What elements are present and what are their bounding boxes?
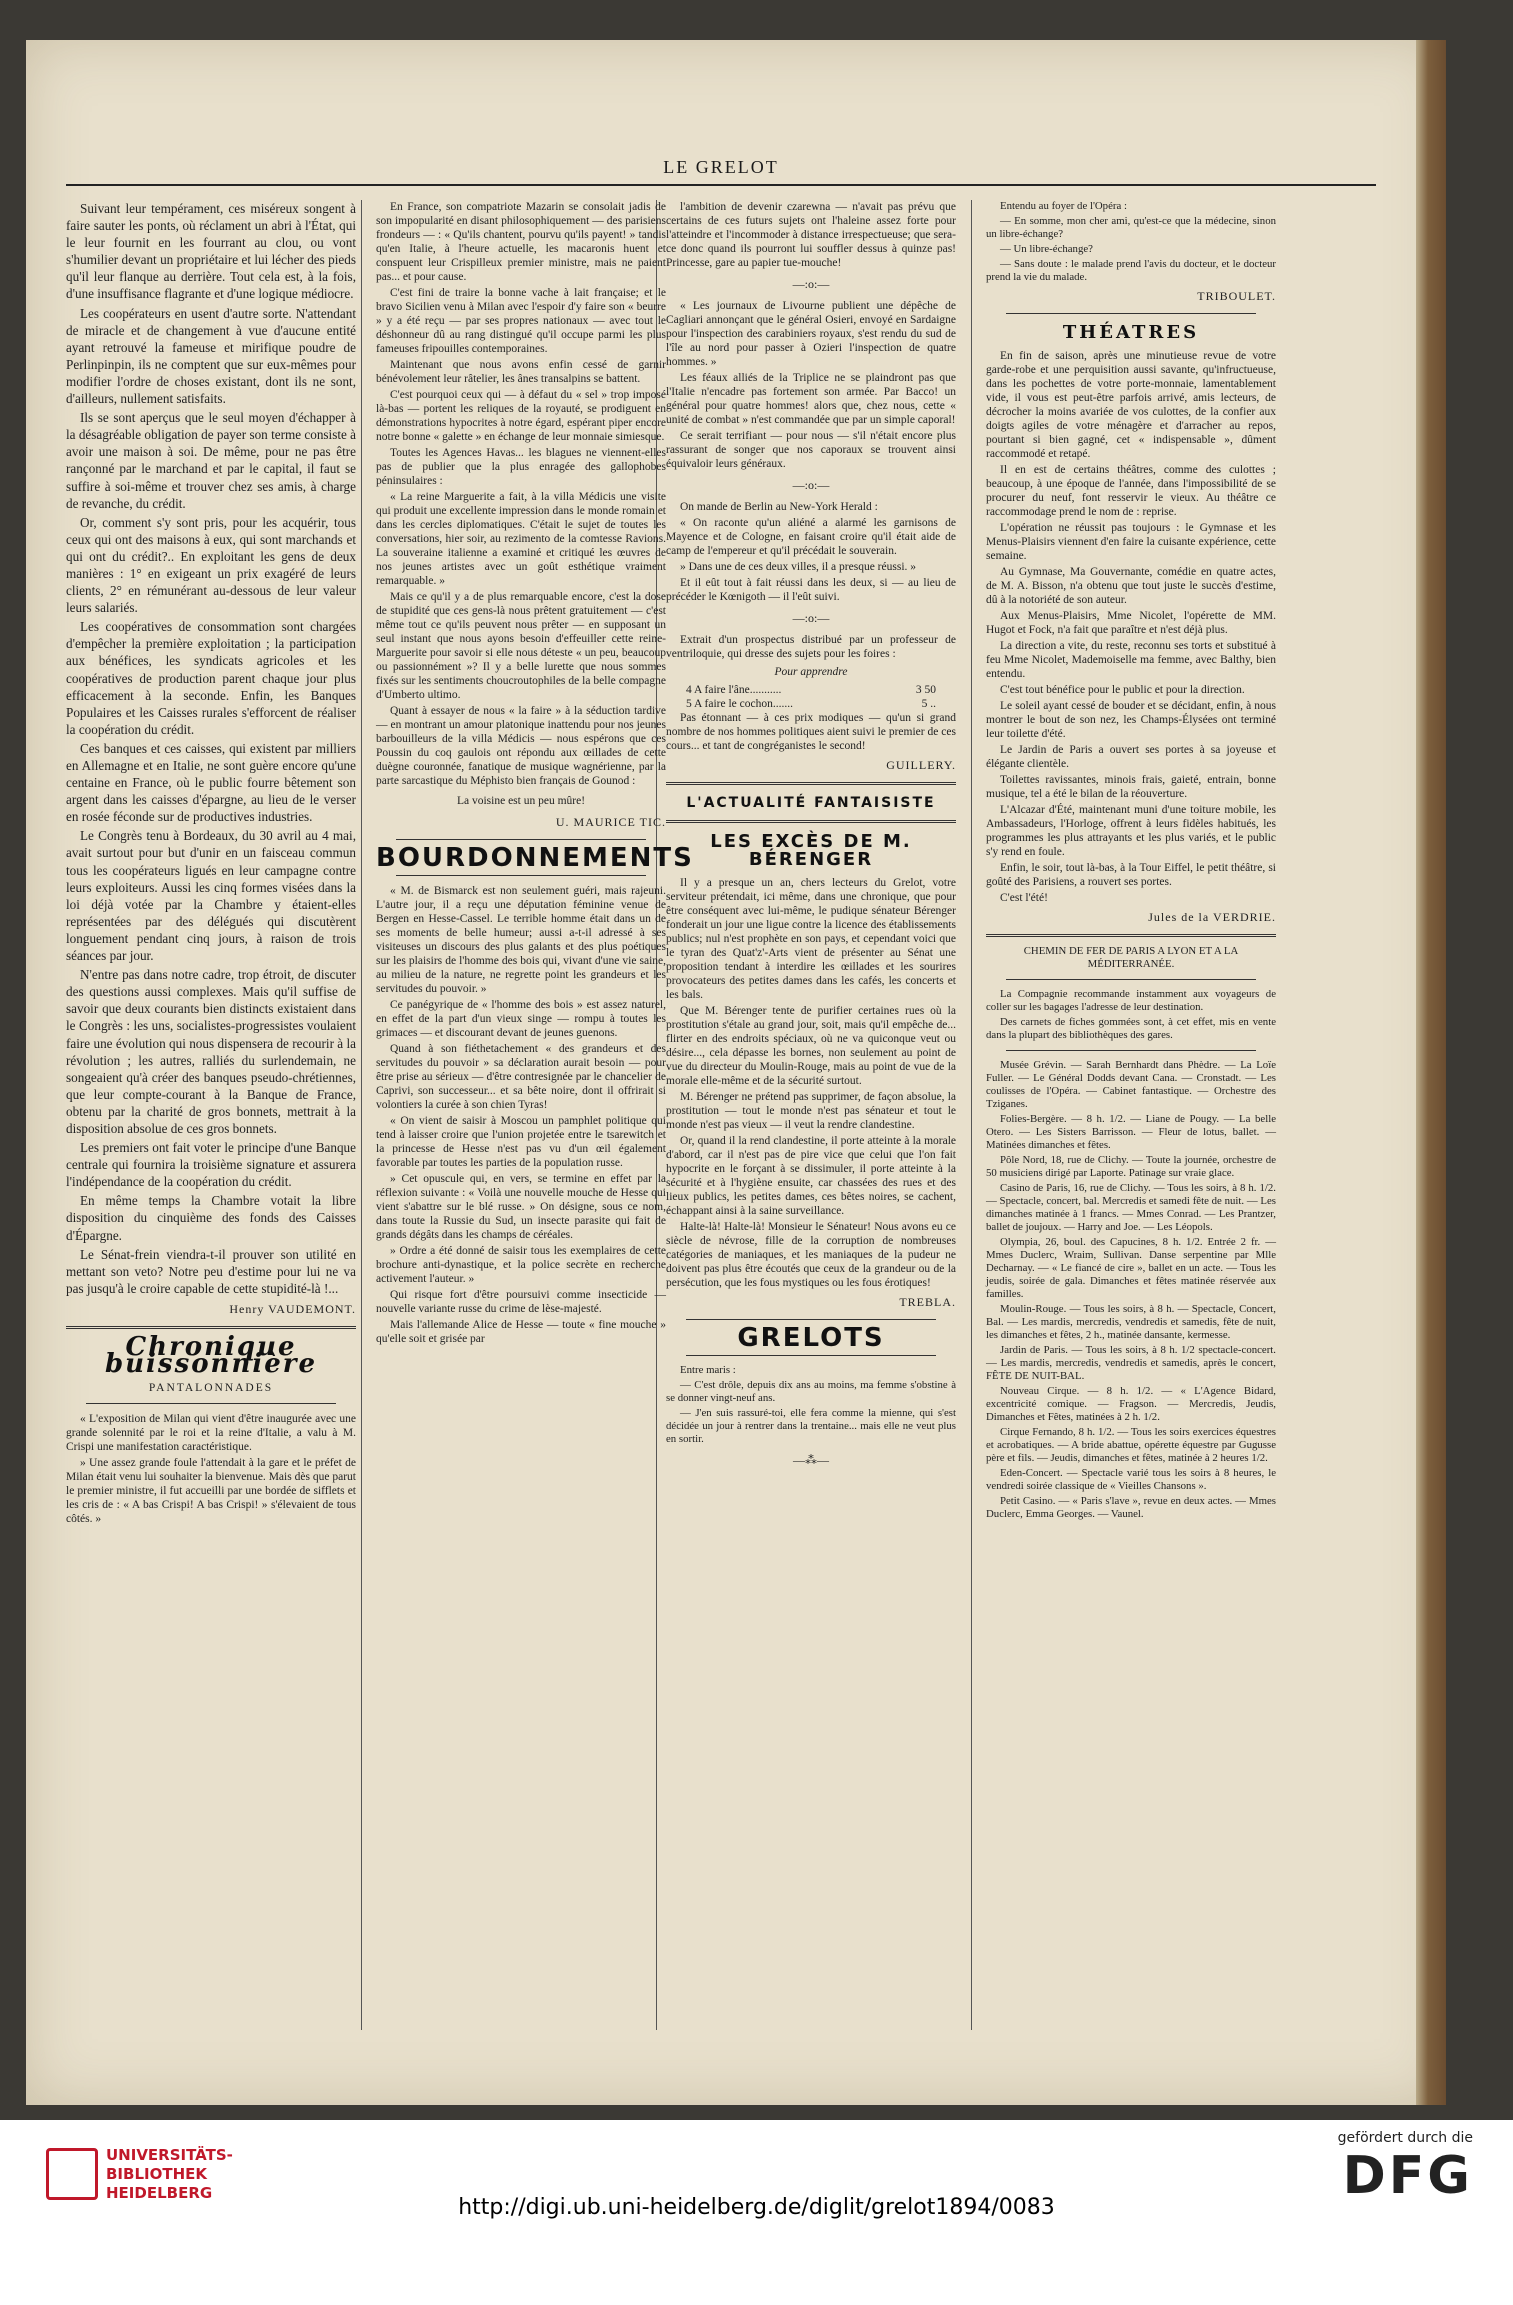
paragraph: Extrait d'un prospectus distribué par un professeur de ventriloquie, qui dresse des sujets pour les foires :: [666, 634, 956, 661]
permalink[interactable]: http://digi.ub.uni-heidelberg.de/diglit/grelot1894/0083: [458, 2195, 1055, 2220]
paragraph: Aux Menus-Plaisirs, Mme Nicolet, l'opérette de MM. Hugot et Fock, n'a fait que paraître et n'est déjà plus.: [986, 610, 1276, 637]
pour-apprendre: Pour apprendre: [774, 666, 848, 679]
article-ventriloque: [666, 633, 956, 661]
spectacle-entry: Folies-Bergère. — 8 h. 1/2. — Liane de Pougy. — La belle Otero. — Les Sisters Barrisson. — Fleur de lotus, ballet. — Matinées dimanches et fêtes.: [986, 1113, 1276, 1152]
paragraph: Ces banques et ces caisses, qui existent par milliers en Allemagne et en Italie, ne sont guère encore qu'une centaine en France, où le public fourre bêtement son argent dans les caisses d'épargne, au lieu de le verser en rosée féconde sur de productives industries.: [66, 740, 356, 825]
column-1: [66, 200, 356, 1528]
bourdonnements-body: [376, 884, 666, 1346]
spectacle-entry: Petit Casino. — « Paris s'lave », revue en deux actes. — Mmes Duclerc, Emma Georges. — Vaunel.: [986, 1495, 1276, 1521]
column-4: [986, 200, 1276, 1523]
divider: [1006, 979, 1256, 980]
spectacle-entry: Musée Grévin. — Sarah Bernhardt dans Phèdre. — La Loïe Fuller. — Le Général Dodds devant Cana. — Cronstadt. — Les coulisses de l'Opéra. — Cabinet fantastique. — Orchestre des Tziganes.: [986, 1059, 1276, 1111]
paragraph: « Les journaux de Livourne publient une dépêche de Cagliari annonçant que le général Osieri, envoyé en Sardaigne pour l'inspection des carabiniers royaux, s'est rendu du sud de l'île au nord pour passer à Ozieri l'inspection de quatre hommes. »: [666, 300, 956, 369]
signature: Jules de la VERDRIE.: [1148, 910, 1276, 925]
bourdonnements-title: BOURDONNEMENTS: [376, 843, 694, 874]
theatres-body: [986, 349, 1276, 905]
paragraph: Les féaux alliés de la Triplice ne se plaindront pas que l'Italie n'encadre pas fortement son armée. Par Bacco! un général pour quatre hommes! alors que, chez nous, cette « unité de combat » n'est commandée que par un simple caporal!: [666, 372, 956, 427]
paragraph: Ils se sont aperçus que le seul moyen d'échapper à la désagréable obligation de payer son terme consiste à avoir une maison à soi. De même, pour ne pas être rançonné par le marchand et par le capital, il faut se suffire à soi-même et trouver chez ses amis, à charge de revanche, du crédit.: [66, 410, 357, 511]
article-italy: [376, 200, 666, 788]
divider: [986, 934, 1276, 937]
chemin-body: [986, 988, 1276, 1042]
paragraph: Il en est de certains théâtres, comme des culottes ; beaucoup, à une époque de l'année, dans l'impossibilité de se procurer du neuf, font resservir le vieux. Au théâtre ce raccommodage prend le nom de : reprise.: [986, 464, 1276, 519]
paragraph: Et il eût tout à fait réussi dans les deux, si — au lieu de précéder le Kœnigoth — il l'eût suivi.: [666, 577, 956, 604]
article-berlin: [666, 500, 956, 604]
paragraph: On mande de Berlin au New-York Herald :: [680, 501, 878, 514]
paragraph: En même temps la Chambre votait la libre disposition du cinquième des fonds des Caisses d'Épargne.: [66, 1193, 356, 1243]
spectacle-entry: Pôle Nord, 18, rue de Clichy. — Toute la journée, orchestre de 50 musiciens dirigé par Laporte. Patinage sur vraie glace.: [986, 1154, 1276, 1180]
library-line-2: BIBLIOTHEK: [106, 2165, 207, 2183]
price-row: [666, 683, 956, 697]
paragraph: Toutes les Agences Havas... les blagues ne viennent-elles pas de publier que la plus enragée des gallophobes péninsulaires :: [376, 447, 666, 487]
paragraph: L'Alcazar d'Été, maintenant muni d'une toiture mobile, les Ambassadeurs, l'Horloge, offrent à leurs fidèles habitués, les programmes les plus attrayants et les plus variés, et le public s'y rend en foule.: [986, 804, 1276, 859]
price-list: [666, 683, 956, 711]
paragraph: « M. de Bismarck est non seulement guéri, mais rajeuni. L'autre jour, il a reçu une députation féminine venue de Bergen en Hesse-Cassel. Le terrible homme était dans un de ses moments de belle humeur; aussi a-t-il adressé à ses visiteuses un discours des plus galants et des plus poétiques sur les plaisirs de l'homme des bois qui, vivant d'une vie saine, au milieu de la nature, ne regrette point les grandeurs et les servitudes du pouvoir. »: [376, 885, 666, 996]
divider: [396, 839, 646, 840]
paragraph: Enfin, le soir, tout là-bas, à la Tour Eiffel, le petit théâtre, si goûté des Parisiens, a rouvert ses portes.: [986, 862, 1276, 889]
paragraph: Suivant leur tempérament, ces miséreux songent à faire sauter les ponts, où réclament un abri à l'État, qui le leur fournit en les fourrant au clou, ou vont s'humilier devant un propriétaire et lui lécher des pieds qu'il leur flanque au derrière. Tout cela est, à la fois, d'une insuffisance flagrante et d'une logique médiocre.: [66, 201, 356, 302]
article-cooperation: [66, 200, 356, 1297]
book-binding: [1416, 40, 1446, 2105]
paragraph: Mais l'allemande Alice de Hesse — toute « fine mouche » qu'elle soit et grisée par: [376, 1319, 666, 1346]
paragraph: L'opération ne réussit pas toujours : le Gymnase et les Menus-Plaisirs viennent d'en faire la cuisante expérience, cette semaine.: [986, 522, 1276, 563]
article-general: [666, 299, 956, 471]
grelots-title: GRELOTS: [737, 1322, 885, 1353]
newspaper-title: LE GRELOT: [663, 157, 779, 177]
funded-by: gefördert durch die: [1337, 2130, 1473, 2146]
separator: —⁂—: [793, 1452, 829, 1467]
theatres-title: THÉATRES: [1062, 322, 1200, 344]
divider: [396, 875, 646, 876]
signature: TREBLA.: [899, 1294, 956, 1309]
actualite-title: L'ACTUALITÉ FANTAISISTE: [686, 795, 936, 812]
paragraph: » Ordre a été donné de saisir tous les exemplaires de cette brochure anti-dynastique, et la police secrète en recherche activement l'auteur. »: [376, 1245, 666, 1286]
paragraph: Au Gymnase, Ma Gouvernante, comédie en quatre actes, de M. A. Bisson, n'a obtenu que tout juste le succès d'estime, dû à la notoriété de son auteur.: [986, 566, 1276, 607]
spectacle-entry: Olympia, 26, boul. des Capucines, 8 h. 1/2. Entrée 2 fr. — Mmes Duclerc, Wraim, Sullivan. Danse serpentine par Mlle Decharnay. — « Le fiancé de cire », ballet en un acte. — Tous les jeudis, soirée de gala. Dimanches et fêtes matinée réservée aux familles.: [986, 1236, 1276, 1301]
separator: —:o:—: [792, 478, 830, 493]
paragraph: Entendu au foyer de l'Opéra :: [1000, 200, 1127, 212]
spectacle-entry: Eden-Concert. — Spectacle varié tous les soirs à 8 heures, le vendredi soirée classique de « Vieilles Chansons ».: [986, 1467, 1276, 1493]
divider: [686, 1355, 936, 1356]
paragraph: Que M. Bérenger tente de purifier certaines rues où la prostitution s'étale au grand jour, soit, mais qu'il empêche de... flirter en des endroits spéciaux, où ne va quiconque veut ou désire..., cela dépasse les bornes, non seulement au point de vue du directeur du Moulin-Rouge, mais au point de vue de la morale elle-même et de la sécurité surtout.: [666, 1004, 956, 1087]
paragraph: Les coopératives de consommation sont chargées d'empêcher la première exploitation ; la participation aux bénéfices, les syndicats agricoles et les coopératives de production parent chaque jour plus efficacement à la seconde. Enfin, les Banques Populaires et les Caisses rurales s'efforcent de réaliser la coopération du crédit.: [66, 619, 356, 737]
paragraph: Pas étonnant — à ces prix modiques — qu'un si grand nombre de nos hommes politiques aient suivi le premier de ces cours... et tant de congréganistes le second!: [666, 712, 956, 753]
chemin-title: CHEMIN DE FER DE PARIS A LYON ET A LA MÉDITERRANÉE.: [1023, 945, 1239, 971]
opera-joke: [986, 200, 1276, 284]
library-line-1: UNIVERSITÄTS-: [106, 2146, 233, 2164]
separator: —:o:—: [792, 611, 830, 626]
divider: [666, 820, 956, 823]
divider: [1006, 313, 1256, 314]
page-header: [66, 150, 1376, 186]
paragraph: M. Bérenger ne prétend pas supprimer, de façon absolue, la prostitution — tout le monde n'est pas sénateur et tout le monde n'est pas vieux — il veut la rendre clandestine.: [666, 1090, 956, 1131]
paragraph: « L'exposition de Milan qui vient d'être inaugurée avec une grande solennité par le roi et la reine d'Italie, a valu à M. Crispi une manifestation caractéristique.: [66, 1413, 356, 1454]
paragraph: Le Sénat-frein viendra-t-il prouver son utilité en mettant son veto? Notre peu d'estime pour lui ne va pas jusqu'à le croire capable de cette stupidité-là !...: [66, 1246, 356, 1296]
divider: [686, 1319, 936, 1320]
paragraph: La Compagnie recommande instamment aux voyageurs de coller sur les bagages l'adresse de leur destination.: [986, 988, 1276, 1014]
paragraph: Quand à son fiéthetachement « des grandeurs et des servitudes du pouvoir » sa déclaration aurait besoin — pour être prise au sérieux — d'être contresignée par le chancelier de Caprivi, son successeur... et sa bête noire, dont il offrirait si volontiers la curée à son chien Tyras!: [376, 1043, 666, 1112]
paragraph: N'entre pas dans notre cadre, trop étroit, de discuter des questions aussi complexes. Mais qu'il suffise de savoir que deux courants bien distincts existaient dans le Congrès : les uns, socialistes-progressistes voulaient faire une évolution qui nous dispensera de recourir à la révolution ; les autres, ralliés du surlendemain, ne songeaient qu'à créer des banques pseudo-chrétiennes, que leur compte-courant à la Banque de France, obtenu par la charité de gros bonnets, mettrait à la disposition absolue de ces gros bonnets.: [66, 967, 356, 1136]
separator: —:o:—: [792, 277, 830, 291]
paragraph: Toilettes ravissantes, minois frais, gaieté, entrain, bonne musique, tel a été le bilan de la réouverture.: [986, 774, 1276, 801]
signature: U. MAURICE TIC.: [555, 815, 666, 829]
paragraph: Des carnets de fiches gommées sont, à cet effet, mis en vente dans la plupart des bibliothèques des gares.: [986, 1016, 1276, 1042]
signature: GUILLERY.: [886, 758, 956, 773]
spectacle-entry: Jardin de Paris. — Tous les soirs, à 8 h. 1/2 spectacle-concert. — Les mardis, mercredis, vendredis et samedis, après le concert, FÊTE DE NUIT-BAL.: [986, 1344, 1276, 1383]
spectacles-list: [986, 1059, 1276, 1521]
paragraph: — J'en suis rassuré-toi, elle fera comme la mienne, qui s'est décidée un jour à rentrer dans la trentaine... mais elle ne veut plus en sortir.: [666, 1406, 956, 1445]
column-rule: [971, 200, 972, 2030]
library-line-3: HEIDELBERG: [106, 2184, 213, 2202]
paragraph: « On vient de saisir à Moscou un pamphlet politique qui tend à laisser croire que l'union projetée entre le tsarewitch et la princesse de Hesse n'est pas vu d'un œil également favorable par toutes les parties de la population russe.: [376, 1115, 666, 1170]
price-value: 5 ..: [921, 698, 936, 711]
price-row: [666, 697, 956, 711]
paragraph: Maintenant que nous avons enfin cessé de garnir bénévolement leur râtelier, les ânes transalpins se battent.: [376, 359, 666, 385]
paragraph: La direction a vite, du reste, reconnu ses torts et substitué à feu Mme Nicolet, Mademoiselle ma femme, avec Balthy, bien entendu.: [986, 640, 1276, 681]
dfg-mark: DFG: [1342, 2146, 1473, 2206]
paragraph: » Dans une de ces deux villes, il a presque réussi. »: [680, 561, 917, 574]
chronique-title: Chronique buissonnière: [104, 1332, 318, 1380]
paragraph: Le Jardin de Paris a ouvert ses portes à sa joyeuse et élégante clientèle.: [986, 744, 1276, 771]
paragraph: C'est fini de traire la bonne vache à lait française; et le bravo Sicilien venu à Milan avec l'espoir d'y faire son « beurre » y a été reçu — par ses propres nationaux — avec tout le déshonneur dû au rang distingué qu'il occupe parmi les plus fameuses fripouilles contemporaines.: [376, 287, 666, 355]
paragraph: Les premiers ont fait voter le principe d'une Banque centrale qui fournira la troisième signature et assurera l'indépendance de la coopération du crédit.: [66, 1140, 356, 1190]
paragraph: » Une assez grande foule l'attendait à la gare et le préfet de Milan était venu lui souhaiter la bienvenue. Mais dès que parut le premier ministre, il fut accueilli par une bordée de sifflets et les cris de : « A bas Crispi! A bas Crispi! » s'élevaient de tous côtés. »: [66, 1457, 356, 1526]
paragraph: Le Congrès tenu à Bordeaux, du 30 avril au 4 mai, avait surtout pour but d'unir en un faisceau commun tous les coopérateurs ligués en leur campagne contre leurs exploiteurs. Aussi les cinq formes visées dans la loi déjà votée par la Chambre y étaient-elles représentées par des délégués qui discutèrent longuement pendant cinq jours, à raison de trois séances par jour.: [66, 828, 356, 964]
spectacle-entry: Moulin-Rouge. — Tous les soirs, à 8 h. — Spectacle, Concert, Bal. — Les mardis, mercredis, vendredis et samedis, fête de nuit, les dimanches et fêtes, 2 h., matinée dansante, kermesse.: [986, 1303, 1276, 1342]
paragraph: — Un libre-échange?: [1000, 243, 1093, 255]
exces-body: [666, 876, 956, 1290]
paragraph: Les coopérateurs en usent d'autre sorte. N'attendant de miracle et de changement à vue d'aucune entité ayant retrouvé la fameuse et mirifique poudre de Perlinpinpin, ils ne comptent que sur eux-mêmes pour modifier l'ordre de choses existant, dont ils ne sont, d'ailleurs, nullement satisfaits.: [66, 305, 356, 407]
library-seal-icon: [46, 2148, 98, 2200]
article-ventriloque-end: [666, 711, 956, 753]
paragraph: Entre maris :: [680, 1363, 736, 1376]
paragraph: Le soleil ayant cessé de bouder et se décidant, enfin, à nous montrer le bout de son nez, les Champs-Élysées ont terminé leur toilette d'été.: [986, 700, 1276, 741]
newspaper-page: [26, 40, 1446, 2105]
chronique-subtitle: PANTALONNADES: [148, 1382, 274, 1395]
chronique-body: [66, 1412, 356, 1526]
article-alice: [666, 200, 956, 270]
divider: [86, 1403, 336, 1404]
spectacle-entry: Casino de Paris, 16, rue de Clichy. — Tous les soirs, à 8 h. 1/2. — Spectacle, concert, bal. Mercredis et samedi fête de nuit. — Les dimanches matinée à 1 francs. — Mmes Conrad. — Les Prantzer, ballet de joujoux. — Harry and Joe. — Les Léopols.: [986, 1182, 1276, 1234]
paragraph: l'ambition de devenir czarewna — n'avait pas prévu que certains de ces futurs sujets ont l'haleine assez forte pour l'atteindre et l'incommoder à distance irrespectueuse; que sera-ce donc quand ils pourront lui souffler dessus à quinze pas! Princesse, gare au papier tue-mouche!: [666, 201, 956, 269]
paragraph: Il y a presque un an, chers lecteurs du Grelot, votre serviteur prétendait, ici même, dans une chronique, que pour être conséquent avec lui-même, le pudique sénateur Bérenger fonderait un jour une ligue contre la licence des établissements publics; nul n'est prophète en son pays, et cependant voici que le tyran des Quat'z'-Arts vient de présenter au Sénat une proposition tendant à interdire les œillades et les sourires provocateurs des petites dames dans les cafés, les concerts et les bals.: [666, 876, 956, 1001]
column-2: [376, 200, 694, 1348]
paragraph: Or, quand il la rend clandestine, il porte atteinte à la morale d'abord, car il n'est pas de pire vice que celui que l'on fait hypocrite en le forçant à se dissimuler, il porte atteinte à la sécurité et à l'hygiène ensuite, car chassées des rues et des lieux publics, les petites dames, ces bêtes noires, se cachent, échappant ainsi à la saine surveillance.: [666, 1134, 956, 1217]
spectacle-entry: Cirque Fernando, 8 h. 1/2. — Tous les soirs exercices équestres et acrobatiques. — A bride abattue, opérette équestre par Gugusse père et fils. — Jeudis, dimanches et fêtes, matinée à 2 heures 1/2.: [986, 1426, 1276, 1465]
paragraph: En fin de saison, après une minutieuse revue de votre garde-robe et une perquisition aussi savante, qu'infructueuse, dans les pochettes de votre porte-monnaie, lamentablement vide, il vous est peut-être parfois arrivé, amis lecteurs, de décrocher la moins avariée de vos culottes, de la confier aux doigts agiles de votre ménagère et d'arracher au repos, pourtant si bien gagné, cet « indispensable », dûment raccommodé et retapé.: [986, 350, 1276, 461]
spectacle-entry: Nouveau Cirque. — 8 h. 1/2. — « L'Agence Bidard, excentricité comique. — Fragson. — Mercredis, Jeudis, Dimanches et Fêtes, matinées à 2 h. 1/2.: [986, 1385, 1276, 1424]
paragraph: Ce serait terrifiant — pour nous — s'il n'était encore plus rassurant de songer que nos caporaux se trouvent ainsi équivaloir leurs généraux.: [666, 430, 956, 471]
divider: [1006, 1050, 1256, 1051]
price-label: 5 A faire le cochon.......: [686, 698, 793, 711]
paragraph: C'est l'été!: [1000, 892, 1048, 905]
signature: TRIBOULET.: [1197, 289, 1276, 303]
paragraph: — Sans doute : le malade prend l'avis du docteur, et le docteur prend la vie du malade.: [986, 258, 1276, 283]
paragraph: Or, comment s'y sont pris, pour les acquérir, tous ceux qui ont des maisons à eux, qui sont marchands et qui ont du crédit?.. En exploitant les gens de deux manières : 1° en exigeant un prix exagéré de leurs clients, 2° en rémunérant au-dessous de leur valeur leurs salariés.: [66, 514, 356, 616]
exces-title: LES EXCÈS DE M. BÉRENGER: [710, 831, 912, 870]
paragraph: Qui risque fort d'être poursuivi comme insecticide — nouvelle variante russe du crime de lèse-majesté.: [376, 1289, 666, 1316]
price-label: 4 A faire l'âne...........: [686, 684, 782, 697]
paragraph: — En somme, mon cher ami, qu'est-ce que la médecine, sinon un libre-échange?: [986, 215, 1276, 240]
paragraph: « On raconte qu'un aliéné a alarmé les garnisons de Mayence et de Cologne, en faisant croire qu'il était aide de camp de l'empereur et qu'il précédait le souverain.: [666, 517, 956, 558]
paragraph: Quant à essayer de nous « la faire » à la séduction tardive — en montrant un amour platonique inattendu pour nos jeunes barbouilleurs de la villa Médicis — nous espérons que ces Poussin du coq gaulois ont répondu aux œillades de cette duègne couronnée, fanatique de musique wagnérienne, par la parte sarcastique du Méphisto bien français de Gounod :: [376, 705, 666, 787]
divider: [66, 1326, 356, 1329]
quote: La voisine est un peu mûre!: [456, 795, 586, 807]
paragraph: » Cet opuscule qui, en vers, se termine en effet par la réflexion suivante : « Voilà une nouvelle mouche de Hesse qui vient s'abattre sur le blé russe. » On désigne, sous ce nom, dans toute la Russie du Sud, un insecte parasite qui fait de grands dégâts dans les champs de céréales.: [376, 1173, 666, 1242]
divider: [666, 782, 956, 785]
column-rule: [361, 200, 362, 2030]
signature: Henry VAUDEMONT.: [229, 1301, 356, 1316]
column-3: [666, 200, 956, 1475]
dfg-logo: [1338, 2130, 1473, 2206]
price-value: 3 50: [915, 684, 936, 697]
paragraph: En France, son compatriote Mazarin se consolait jadis de son impopularité en disant philosophiquement — des parisiens frondeurs — : « Qu'ils chantent, pourvu qu'ils payent! » tandis qu'en Italie, à l'heure actuelle, les macaronis huent et conspuent leur Crispilleux premier ministre, mais ne paient pas... et pour cause.: [376, 201, 666, 283]
paragraph: C'est pourquoi ceux qui — à défaut du « sel » trop imposé là-bas — portent les reliques de la royauté, se prodiguent en démonstrations hypocrites à notre égard, espérant piper encore notre bonne « galette » en échange de leur monnaie simiesque.: [376, 389, 666, 443]
paragraph: Halte-là! Halte-là! Monsieur le Sénateur! Nous avons eu ce siècle de névrose, fille de la corruption de nombreuses catégories de maniaques, et les maniaques de la pudeur ne doivent pas plus être écoutés que ceux de la grandeur ou de la persécution, que les fous mystiques ou les fous érotiques!: [666, 1220, 956, 1289]
paragraph: Ce panégyrique de « l'homme des bois » est assez naturel, en effet de la part d'un vieux singe — rompu à toutes les grimaces — et discourant devant de jeunes guenons.: [376, 999, 666, 1040]
paragraph: « La reine Marguerite a fait, à la villa Médicis une visite qui produit une excellente impression dans le monde romain et dans les cercles diplomatiques. C'était le sujet de toutes les conversations, hier soir, au rezimento de la comtesse Ravions. La souveraine italienne a examiné et critiqué les œuvres de nos jeunes artistes avec un goût esthétique vraiment remarquable. »: [376, 491, 666, 587]
paragraph: Mais ce qu'il y a de plus remarquable encore, c'est la dose de stupidité que ces gens-là nous prêtent gratuitement — c'est même tout ce qu'ils peuvent nous prêter — en supposant un seul instant que nous ayons besoin d'effeuiller cette reine-Marguerite pour savoir si elle nous déteste « un peu, beaucoup ou passionnément »? Il y a belle lurette que nous sommes fixés sur les sentiments choucroutophiles de la belle compagne d'Umberto ultimo.: [376, 591, 666, 701]
paragraph: — C'est drôle, depuis dix ans au moins, ma femme s'obstine à se donner vingt-neuf ans.: [666, 1378, 956, 1404]
grelots-body: [666, 1364, 956, 1446]
paragraph: C'est tout bénéfice pour le public et pour la direction.: [1000, 684, 1245, 697]
